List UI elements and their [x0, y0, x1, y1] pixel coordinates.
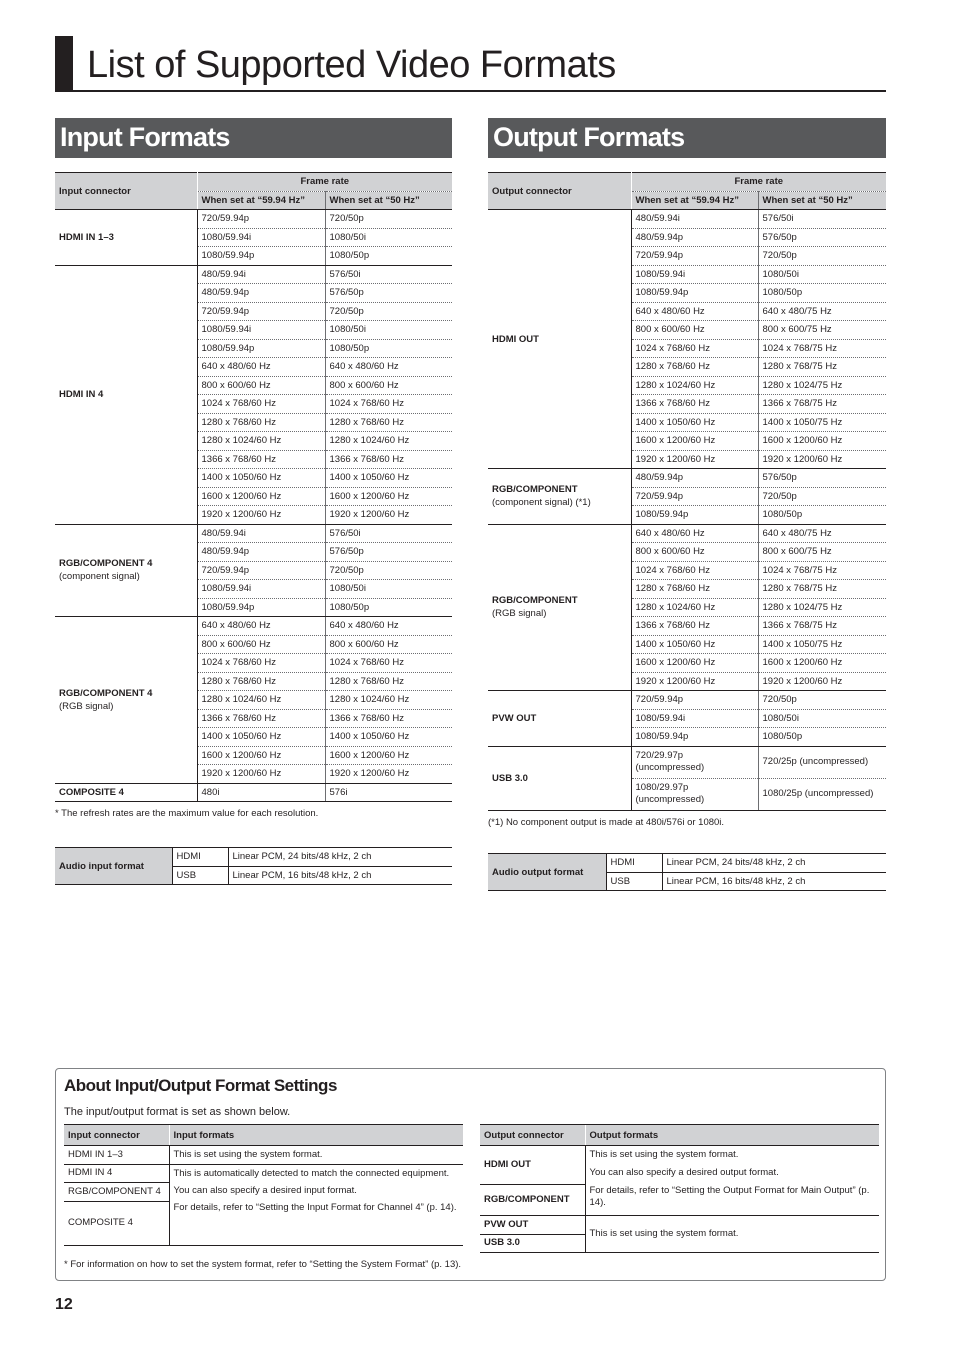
format-5994: 1920 x 1200/60 Hz — [631, 672, 758, 691]
table-row — [488, 524, 886, 543]
format-50: 640 x 480/75 Hz — [758, 524, 886, 543]
format-5994: 1280 x 768/60 Hz — [631, 358, 758, 377]
format-50: 1600 x 1200/60 Hz — [325, 746, 452, 765]
audio-interface: USB — [606, 872, 662, 891]
table-row — [488, 691, 886, 710]
connector-name — [488, 524, 631, 691]
format-5994: 480/59.94i — [631, 210, 758, 229]
format-50: 576/50p — [325, 543, 452, 562]
format-50: 1080/50p — [758, 728, 886, 747]
format-5994: 480/59.94p — [631, 469, 758, 488]
audio-interface: HDMI — [172, 848, 228, 867]
format-5994: 480i — [197, 783, 325, 802]
format-50: 1080/50i — [325, 321, 452, 340]
col-header-50: When set at “50 Hz” — [758, 191, 886, 210]
output-settings-table — [480, 1124, 879, 1253]
format-50: 1080/25p (uncompressed) — [758, 778, 886, 810]
output-formats-heading: Output Formats — [488, 118, 886, 158]
format-5994: 720/59.94p — [197, 302, 325, 321]
format-50: 1366 x 768/75 Hz — [758, 617, 886, 636]
format-5994: 1080/59.94p — [197, 598, 325, 617]
format-50: 1080/50p — [758, 506, 886, 525]
format-50: 720/50p — [758, 247, 886, 266]
format-50: 1920 x 1200/60 Hz — [758, 450, 886, 469]
format-50: 1280 x 768/75 Hz — [758, 580, 886, 599]
format-50: 1080/50p — [325, 598, 452, 617]
format-50: 1280 x 768/60 Hz — [325, 672, 452, 691]
format-50: 1024 x 768/60 Hz — [325, 654, 452, 673]
format-5994: 1080/59.94i — [631, 709, 758, 728]
settings-description: You can also specify a desired input format. — [173, 1184, 357, 1196]
settings-description: This is set using the system format. — [589, 1149, 739, 1160]
output-formats-body — [488, 210, 886, 811]
format-50: 1280 x 1024/75 Hz — [758, 376, 886, 395]
format-50: 800 x 600/60 Hz — [325, 635, 452, 654]
connector-label: COMPOSITE 4 — [59, 786, 124, 798]
format-5994: 1280 x 768/60 Hz — [197, 413, 325, 432]
audio-interface: USB — [172, 866, 228, 885]
table-row — [55, 783, 452, 802]
audio-output-label: Audio output format — [488, 854, 606, 891]
format-50: 576/50i — [758, 210, 886, 229]
format-5994: 1366 x 768/60 Hz — [197, 709, 325, 728]
format-50: 640 x 480/60 Hz — [325, 617, 452, 636]
audio-format: Linear PCM, 16 bits/48 kHz, 2 ch — [662, 872, 886, 891]
format-5994: 720/29.97p (uncompressed) — [631, 746, 758, 778]
format-5994: 1280 x 1024/60 Hz — [631, 376, 758, 395]
audio-format: Linear PCM, 16 bits/48 kHz, 2 ch — [228, 866, 452, 885]
format-5994: 1024 x 768/60 Hz — [197, 654, 325, 673]
format-5994: 1280 x 768/60 Hz — [197, 672, 325, 691]
connector-label: RGB/COMPONENT 4 — [59, 687, 153, 699]
format-5994: 1080/59.94p — [197, 247, 325, 266]
col-header-input-connector: Input connector — [64, 1125, 169, 1146]
format-50: 1920 x 1200/60 Hz — [325, 765, 452, 784]
connector-name — [488, 469, 631, 525]
table-row — [488, 746, 886, 778]
settings-title: About Input/Output Format Settings — [64, 1076, 337, 1095]
settings-connector: COMPOSITE 4 — [64, 1201, 169, 1245]
format-50: 1400 x 1050/60 Hz — [325, 728, 452, 747]
settings-description: This is set using the system format. — [585, 1216, 879, 1253]
settings-description-block — [169, 1164, 463, 1245]
connector-label: USB 3.0 — [492, 772, 528, 784]
col-header-50: When set at “50 Hz” — [325, 191, 452, 210]
connector-name — [488, 746, 631, 810]
connector-label: HDMI IN 4 — [59, 389, 104, 400]
format-50: 1400 x 1050/75 Hz — [758, 635, 886, 654]
col-header-5994: When set at “59.94 Hz” — [631, 191, 758, 210]
format-5994: 1080/59.94i — [197, 580, 325, 599]
format-5994: 1024 x 768/60 Hz — [197, 395, 325, 414]
format-50: 1080/50p — [325, 247, 452, 266]
format-5994: 800 x 600/60 Hz — [631, 543, 758, 562]
connector-label: HDMI OUT — [492, 333, 539, 345]
col-header-frame-rate: Frame rate — [197, 173, 452, 192]
connector-name — [55, 783, 197, 802]
system-format-note: * For information on how to set the system format, refer to “Setting the System Format” (p. 13). — [64, 1259, 462, 1270]
connector-name — [488, 210, 631, 469]
settings-description: For details, refer to “Setting the Output Format for Main Output” (p. 14). — [589, 1185, 870, 1208]
format-50: 1280 x 768/60 Hz — [325, 413, 452, 432]
format-50: 1080/50i — [758, 265, 886, 284]
format-5994: 640 x 480/60 Hz — [197, 358, 325, 377]
format-5994: 1024 x 768/60 Hz — [631, 339, 758, 358]
format-50: 1080/50p — [325, 339, 452, 358]
settings-description: This is automatically detected to match the connected equipment. — [173, 1167, 450, 1179]
audio-input-label: Audio input format — [55, 848, 172, 885]
format-5994: 800 x 600/60 Hz — [197, 376, 325, 395]
connector-name — [55, 265, 197, 524]
audio-format: Linear PCM, 24 bits/48 kHz, 2 ch — [662, 854, 886, 873]
format-50: 1366 x 768/75 Hz — [758, 395, 886, 414]
format-50: 1366 x 768/60 Hz — [325, 450, 452, 469]
connector-label: PVW OUT — [492, 712, 537, 724]
format-50: 1920 x 1200/60 Hz — [325, 506, 452, 525]
format-50: 576/50i — [325, 265, 452, 284]
format-50: 576i — [325, 783, 452, 802]
format-5994: 720/59.94p — [197, 210, 325, 229]
format-settings-box — [55, 1068, 886, 1281]
format-5994: 1280 x 1024/60 Hz — [197, 432, 325, 451]
col-header-output-connector: Output connector — [480, 1125, 585, 1146]
format-50: 1400 x 1050/75 Hz — [758, 413, 886, 432]
table-row — [488, 210, 886, 229]
title-accent-bar — [55, 36, 73, 90]
format-50: 1920 x 1200/60 Hz — [758, 672, 886, 691]
settings-description: This is set using the system format. — [169, 1146, 463, 1165]
format-5994: 800 x 600/60 Hz — [197, 635, 325, 654]
format-50: 1080/50i — [325, 228, 452, 247]
connector-name — [55, 617, 197, 784]
format-5994: 1280 x 768/60 Hz — [631, 580, 758, 599]
settings-description-block — [585, 1146, 879, 1216]
format-5994: 1400 x 1050/60 Hz — [197, 728, 325, 747]
connector-sublabel: (RGB signal) — [59, 700, 114, 712]
format-5994: 1600 x 1200/60 Hz — [197, 487, 325, 506]
format-5994: 1080/29.97p (uncompressed) — [631, 778, 758, 810]
format-5994: 1080/59.94i — [197, 228, 325, 247]
format-5994: 1080/59.94p — [631, 728, 758, 747]
format-50: 576/50i — [325, 524, 452, 543]
input-formats-heading: Input Formats — [55, 118, 452, 158]
col-header-input-formats: Input formats — [169, 1125, 463, 1146]
input-formats-body — [55, 210, 452, 802]
format-50: 720/50p — [758, 487, 886, 506]
format-5994: 640 x 480/60 Hz — [197, 617, 325, 636]
format-50: 1280 x 1024/60 Hz — [325, 432, 452, 451]
page-title-area — [55, 36, 886, 92]
format-50: 1080/50i — [758, 709, 886, 728]
format-5994: 1080/59.94i — [631, 265, 758, 284]
format-5994: 720/59.94p — [631, 487, 758, 506]
format-50: 576/50p — [758, 469, 886, 488]
connector-name — [55, 210, 197, 266]
output-component-note: (*1) No component output is made at 480i/576i or 1080i. — [488, 817, 725, 828]
format-5994: 1024 x 768/60 Hz — [631, 561, 758, 580]
input-settings-table — [64, 1124, 463, 1246]
format-50: 640 x 480/75 Hz — [758, 302, 886, 321]
format-5994: 480/59.94p — [197, 284, 325, 303]
format-5994: 640 x 480/60 Hz — [631, 524, 758, 543]
table-row — [55, 265, 452, 284]
connector-label: HDMI IN 1–3 — [59, 231, 114, 243]
format-5994: 1920 x 1200/60 Hz — [197, 506, 325, 525]
format-50: 800 x 600/75 Hz — [758, 321, 886, 340]
col-header-frame-rate: Frame rate — [631, 173, 886, 192]
format-50: 1024 x 768/75 Hz — [758, 339, 886, 358]
connector-label: RGB/COMPONENT — [492, 484, 578, 496]
format-5994: 640 x 480/60 Hz — [631, 302, 758, 321]
format-5994: 720/59.94p — [197, 561, 325, 580]
settings-description: You can also specify a desired output format. — [589, 1167, 779, 1178]
format-5994: 480/59.94i — [197, 524, 325, 543]
format-50: 640 x 480/60 Hz — [325, 358, 452, 377]
format-5994: 1080/59.94p — [631, 284, 758, 303]
format-5994: 1280 x 1024/60 Hz — [197, 691, 325, 710]
format-5994: 1920 x 1200/60 Hz — [631, 450, 758, 469]
format-5994: 1400 x 1050/60 Hz — [631, 413, 758, 432]
format-50: 720/50p — [325, 561, 452, 580]
settings-connector: HDMI IN 4 — [64, 1164, 169, 1183]
page-number: 12 — [55, 1296, 73, 1313]
connector-name — [488, 691, 631, 747]
format-50: 720/50p — [325, 302, 452, 321]
audio-input-table — [55, 847, 452, 885]
table-row — [488, 469, 886, 488]
format-5994: 1366 x 768/60 Hz — [631, 617, 758, 636]
input-formats-table — [55, 172, 452, 802]
audio-output-table — [488, 853, 886, 891]
format-5994: 800 x 600/60 Hz — [631, 321, 758, 340]
format-50: 720/25p (uncompressed) — [758, 746, 886, 778]
format-5994: 720/59.94p — [631, 247, 758, 266]
format-5994: 480/59.94p — [631, 228, 758, 247]
format-5994: 1600 x 1200/60 Hz — [631, 654, 758, 673]
format-50: 800 x 600/60 Hz — [325, 376, 452, 395]
format-5994: 720/59.94p — [631, 691, 758, 710]
format-5994: 1600 x 1200/60 Hz — [631, 432, 758, 451]
page-title: List of Supported Video Formats — [87, 44, 616, 86]
format-50: 1024 x 768/60 Hz — [325, 395, 452, 414]
table-row — [55, 210, 452, 229]
format-5994: 1080/59.94i — [197, 321, 325, 340]
table-row — [55, 524, 452, 543]
settings-connector: RGB/COMPONENT — [480, 1184, 585, 1215]
format-50: 1280 x 768/75 Hz — [758, 358, 886, 377]
format-50: 720/50p — [758, 691, 886, 710]
format-50: 1024 x 768/75 Hz — [758, 561, 886, 580]
connector-label: RGB/COMPONENT — [492, 595, 578, 607]
output-formats-table — [488, 172, 886, 811]
audio-interface: HDMI — [606, 854, 662, 873]
format-50: 576/50p — [325, 284, 452, 303]
col-header-output-formats: Output formats — [585, 1125, 879, 1146]
format-5994: 1400 x 1050/60 Hz — [631, 635, 758, 654]
settings-intro: The input/output format is set as shown below. — [64, 1106, 291, 1118]
settings-connector: HDMI OUT — [480, 1146, 585, 1185]
format-50: 1280 x 1024/75 Hz — [758, 598, 886, 617]
settings-connector: HDMI IN 1–3 — [64, 1146, 169, 1165]
format-50: 720/50p — [325, 210, 452, 229]
settings-connector: PVW OUT — [480, 1216, 585, 1235]
format-50: 1080/50p — [758, 284, 886, 303]
format-5994: 1920 x 1200/60 Hz — [197, 765, 325, 784]
format-50: 800 x 600/75 Hz — [758, 543, 886, 562]
format-50: 1600 x 1200/60 Hz — [325, 487, 452, 506]
format-50: 1080/50i — [325, 580, 452, 599]
format-50: 1600 x 1200/60 Hz — [758, 432, 886, 451]
settings-connector: RGB/COMPONENT 4 — [64, 1183, 169, 1202]
format-50: 1280 x 1024/60 Hz — [325, 691, 452, 710]
format-5994: 1080/59.94p — [197, 339, 325, 358]
format-5994: 1280 x 1024/60 Hz — [631, 598, 758, 617]
format-50: 1600 x 1200/60 Hz — [758, 654, 886, 673]
col-header-connector: Output connector — [488, 173, 631, 210]
connector-sublabel: (component signal) — [59, 571, 140, 583]
format-5994: 1366 x 768/60 Hz — [197, 450, 325, 469]
format-50: 1400 x 1050/60 Hz — [325, 469, 452, 488]
connector-label: RGB/COMPONENT 4 — [59, 558, 153, 570]
format-5994: 480/59.94i — [197, 265, 325, 284]
format-50: 576/50p — [758, 228, 886, 247]
format-5994: 1366 x 768/60 Hz — [631, 395, 758, 414]
col-header-5994: When set at “59.94 Hz” — [197, 191, 325, 210]
connector-name — [55, 524, 197, 617]
format-5994: 1400 x 1050/60 Hz — [197, 469, 325, 488]
input-refresh-note: * The refresh rates are the maximum value for each resolution. — [55, 808, 319, 819]
connector-sublabel: (RGB signal) — [492, 608, 547, 620]
settings-connector: USB 3.0 — [480, 1234, 585, 1253]
audio-format: Linear PCM, 24 bits/48 kHz, 2 ch — [228, 848, 452, 867]
format-5994: 480/59.94p — [197, 543, 325, 562]
col-header-connector: Input connector — [55, 173, 197, 210]
settings-description: For details, refer to “Setting the Input Format for Channel 4” (p. 14). — [173, 1201, 457, 1213]
format-5994: 1600 x 1200/60 Hz — [197, 746, 325, 765]
connector-sublabel: (component signal) (*1) — [492, 497, 591, 509]
format-50: 1366 x 768/60 Hz — [325, 709, 452, 728]
table-row — [55, 617, 452, 636]
format-5994: 1080/59.94p — [631, 506, 758, 525]
